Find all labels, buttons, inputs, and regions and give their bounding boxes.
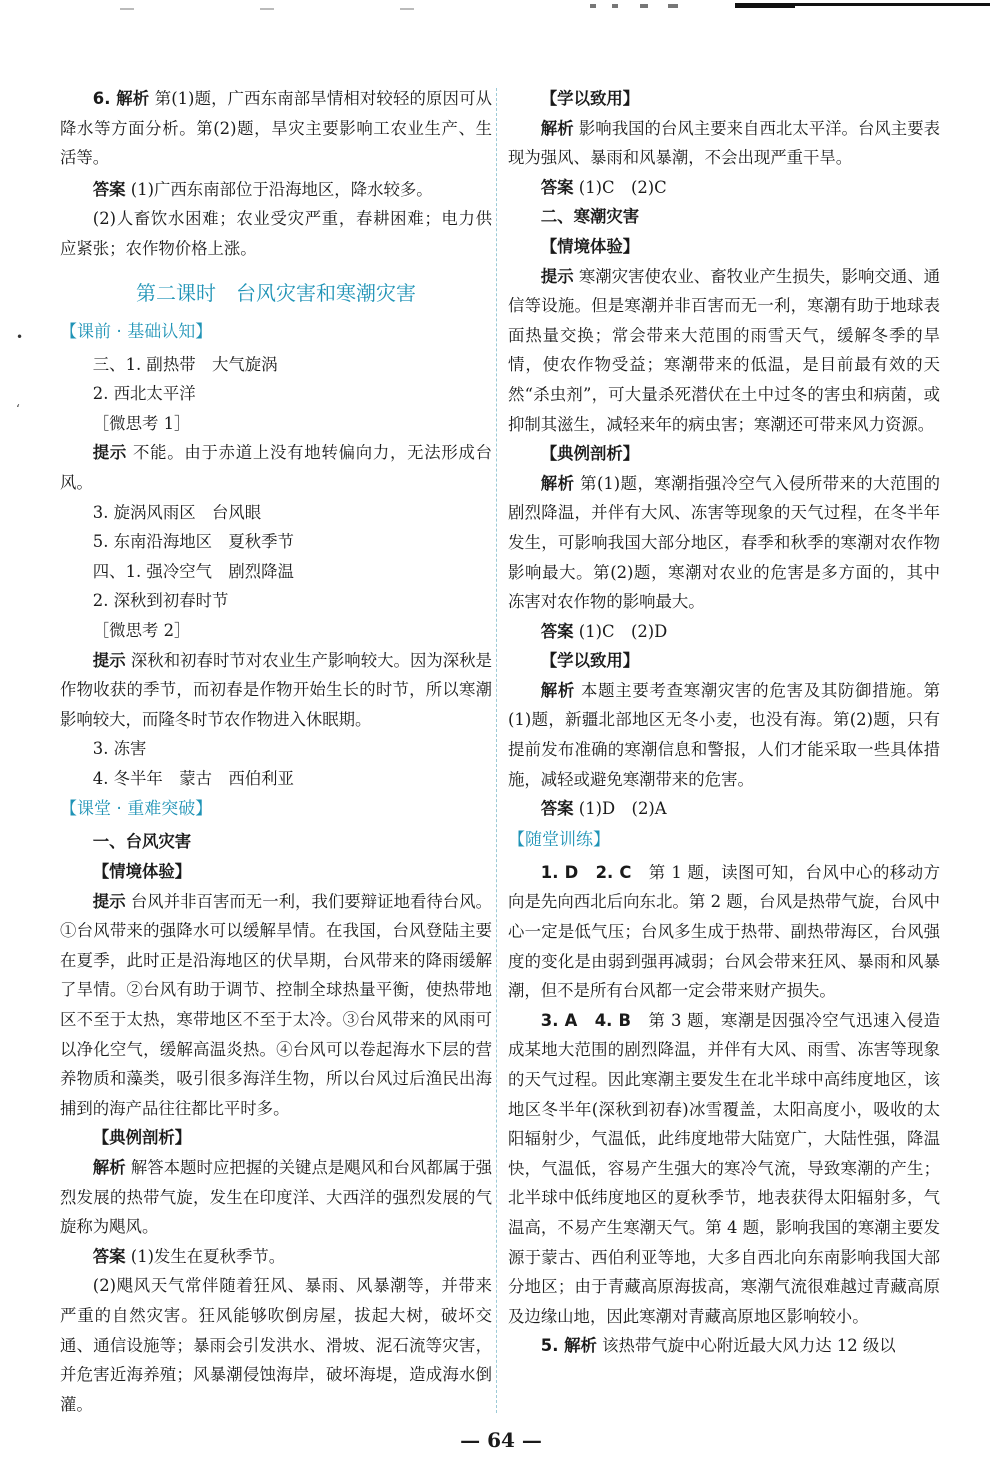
cold-wave-heading: 二、寒潮灾害 bbox=[540, 207, 640, 227]
scene-heading: 【情境体验】 bbox=[92, 862, 192, 882]
drill-5: 5. 解析 该热带气旋中心附近最大风力达 12 级以 bbox=[540, 1336, 896, 1356]
lesson-title: 第二课时 台风灾害和寒潮灾害 bbox=[136, 280, 416, 305]
margin-dot: • bbox=[16, 330, 24, 344]
pre-line-5: 四、1. 强冷空气 剧烈降温 bbox=[92, 561, 294, 581]
right-column bbox=[508, 84, 940, 1361]
q6-answer-2: (2)人畜饮水困难；农业受灾严重，春耕困难；电力供应紧张；农作物价格上涨。 bbox=[60, 209, 492, 258]
section-pre-class: 【课前 · 基础认知】 bbox=[60, 321, 213, 342]
section-in-class: 【课堂 · 重难突破】 bbox=[60, 799, 213, 820]
think-1-heading: ［微思考 1］ bbox=[92, 413, 191, 433]
pre-line-6: 2. 深秋到初春时节 bbox=[92, 591, 229, 611]
left-column bbox=[60, 84, 492, 1419]
example-1-answer-2: (2)飓风天气常伴随着狂风、暴雨、风暴潮等，并带来严重的自然灾害。狂风能够吹倒房屋，拔起大树，破坏交通、通信设施等；暴雨会引发洪水、滑坡、泥石流等灾害，并危害近海养殖；风暴潮侵蚀海岸，破坏海堤，造成海水倒灌。 bbox=[60, 1276, 492, 1414]
pre-line-7: 3. 冻害 bbox=[92, 739, 147, 759]
scene-1-tip: 提示 台风并非百害而无一利，我们要辩证地看待台风。①台风带来的强降水可以缓解旱情。在我国，台风登陆主要在夏季，此时正是沿海地区的伏旱期，台风带来的降雨缓解了旱情。②台风有助于调节、控制全球热量平衡，使热带地区不至于太热，寒带地区不至于太冷。③台风带来的风雨可以净化空气，缓解高温炎热。④台风可以卷起海水下层的营养物质和藻类，吸引很多海洋生物，所以台风过后渔民出海捕到的海产品往往都比平时多。 bbox=[60, 891, 493, 1118]
q6-answer: 答案 (1)广西东南部位于沿海地区，降水较多。 bbox=[92, 179, 433, 199]
example-2-heading: 【典例剖析】 bbox=[540, 444, 640, 464]
drill-3-4: 3. A 4. B 第 3 题，寒潮是因强冷空气迅速入侵造成某地大范围的剧烈降温，并伴有大风、雨雪、冻害等现象的天气过程。因此寒潮主要发生在北半球中高纬度地区，该地区冬半年(深秋到初春)冰雪覆盖，太阳高度小，吸收的太阳辐射少，气温低，此纬度地带大陆宽广，大陆性强，降温快，气温低，容易产生强大的寒冷气流，导致寒潮的产生；北半球中低纬度地区的夏秋季节，地表获得太阳辐射多，气温高，不易产生寒潮天气。第 4 题，影响我国的寒潮主要发源于蒙古、西伯利亚等地，大多自西北向东南影响我国大部分地区；由于青藏高原海拔高，寒潮气流很难越过青藏高原及边缘山地，因此寒潮对青藏高原地区影响较小。 bbox=[508, 1010, 941, 1326]
q6-analysis: 6. 解析 第(1)题，广西东南部旱情相对较轻的原因可从降水等方面分析。第(2)题，旱灾主要影响工农业生产、生活等。 bbox=[60, 89, 493, 168]
example-2-analysis: 解析 第(1)题，寒潮指强冷空气入侵所带来的大范围的剧烈降温，并伴有大风、冻害等现象的天气过程，在冬半年发生，可影响我国大部分地区，春季和秋季的寒潮对农作物影响最大。第(2)题，寒潮对农业的危害是多方面的，其中冻害对农作物的影响最大。 bbox=[508, 473, 940, 612]
apply-2-heading: 【学以致用】 bbox=[540, 651, 640, 671]
think-2-heading: ［微思考 2］ bbox=[92, 620, 191, 640]
scan-top-marks bbox=[0, 0, 1002, 20]
pre-line-3: 3. 旋涡风雨区 台风眼 bbox=[92, 502, 262, 522]
apply-heading: 【学以致用】 bbox=[540, 89, 640, 108]
apply-1-answer: 答案 (1)C (2)C bbox=[540, 177, 667, 197]
pre-line-8: 4. 冬半年 蒙古 西伯利亚 bbox=[92, 768, 294, 788]
apply-1-analysis: 解析 影响我国的台风主要来自西北太平洋。台风主要表现为强风、暴雨和风暴潮，不会出现严重干旱。 bbox=[508, 118, 941, 168]
apply-2-answer: 答案 (1)D (2)A bbox=[540, 799, 667, 819]
typhoon-heading: 一、台风灾害 bbox=[92, 832, 192, 852]
example-heading: 【典例剖析】 bbox=[92, 1128, 192, 1148]
column-divider bbox=[496, 88, 497, 1413]
scene-2-heading: 【情境体验】 bbox=[540, 236, 640, 256]
scene-2-tip: 提示 寒潮灾害使农业、畜牧业产生损失，影响交通、通信等设施。但是寒潮并非百害而无一利，寒潮有助于地球表面热量交换；常会带来大范围的雨雪天气，缓解冬季的旱情，使农作物受益；寒潮带来的低温，是目前最有效的天然“杀虫剂”，可大量杀死潜伏在土中过冬的害虫和病菌，或抑制其滋生，减轻来年的病虫害；寒潮还可带来风力资源。 bbox=[508, 266, 941, 434]
pre-line-4: 5. 东南沿海地区 夏秋季节 bbox=[92, 532, 294, 552]
apply-2-analysis: 解析 本题主要考查寒潮灾害的危害及其防御措施。第(1)题，新疆北部地区无冬小麦，也没有海。第(2)题，只有提前发布准确的寒潮信息和警报，人们才能采取一些具体措施，减轻或避免寒潮带来的危害。 bbox=[508, 680, 941, 789]
drill-1-2: 1. D 2. C 第 1 题，读图可知，台风中心的移动方向是先向西北后向东北。第 2 题，台风是热带气旋，台风中心一定是低气压；台风多生成于热带、副热带海区，台风强度的变化是由弱到强再减弱；台风会带来狂风、暴雨和风暴潮，但不是所有台风都一定会带来财产损失。 bbox=[508, 862, 941, 1001]
pre-line-2: 2. 西北太平洋 bbox=[92, 384, 196, 404]
think-2-tip: 提示 深秋和初春时节对农业生产影响较大。因为深秋是作物收获的季节，而初春是作物开始生长的时节，所以寒潮影响较大，而隆冬时节农作物进入休眠期。 bbox=[60, 650, 493, 729]
section-drill: 【随堂训练】 bbox=[508, 829, 610, 850]
example-1-answer: 答案 (1)发生在夏秋季节。 bbox=[92, 1246, 286, 1266]
page-number: — 64 — bbox=[460, 1428, 542, 1452]
pre-line-1: 三、1. 副热带 大气旋涡 bbox=[92, 354, 278, 374]
example-2-answer: 答案 (1)C (2)D bbox=[540, 621, 668, 641]
example-1-analysis: 解析 解答本题时应把握的关键点是飓风和台风都属于强烈发展的热带气旋，发生在印度洋、大西洋的强烈发展的气旋称为飓风。 bbox=[60, 1158, 493, 1237]
margin-mark: ‘ bbox=[16, 402, 20, 416]
think-1-tip: 提示 不能。由于赤道上没有地转偏向力，无法形成台风。 bbox=[60, 443, 493, 492]
